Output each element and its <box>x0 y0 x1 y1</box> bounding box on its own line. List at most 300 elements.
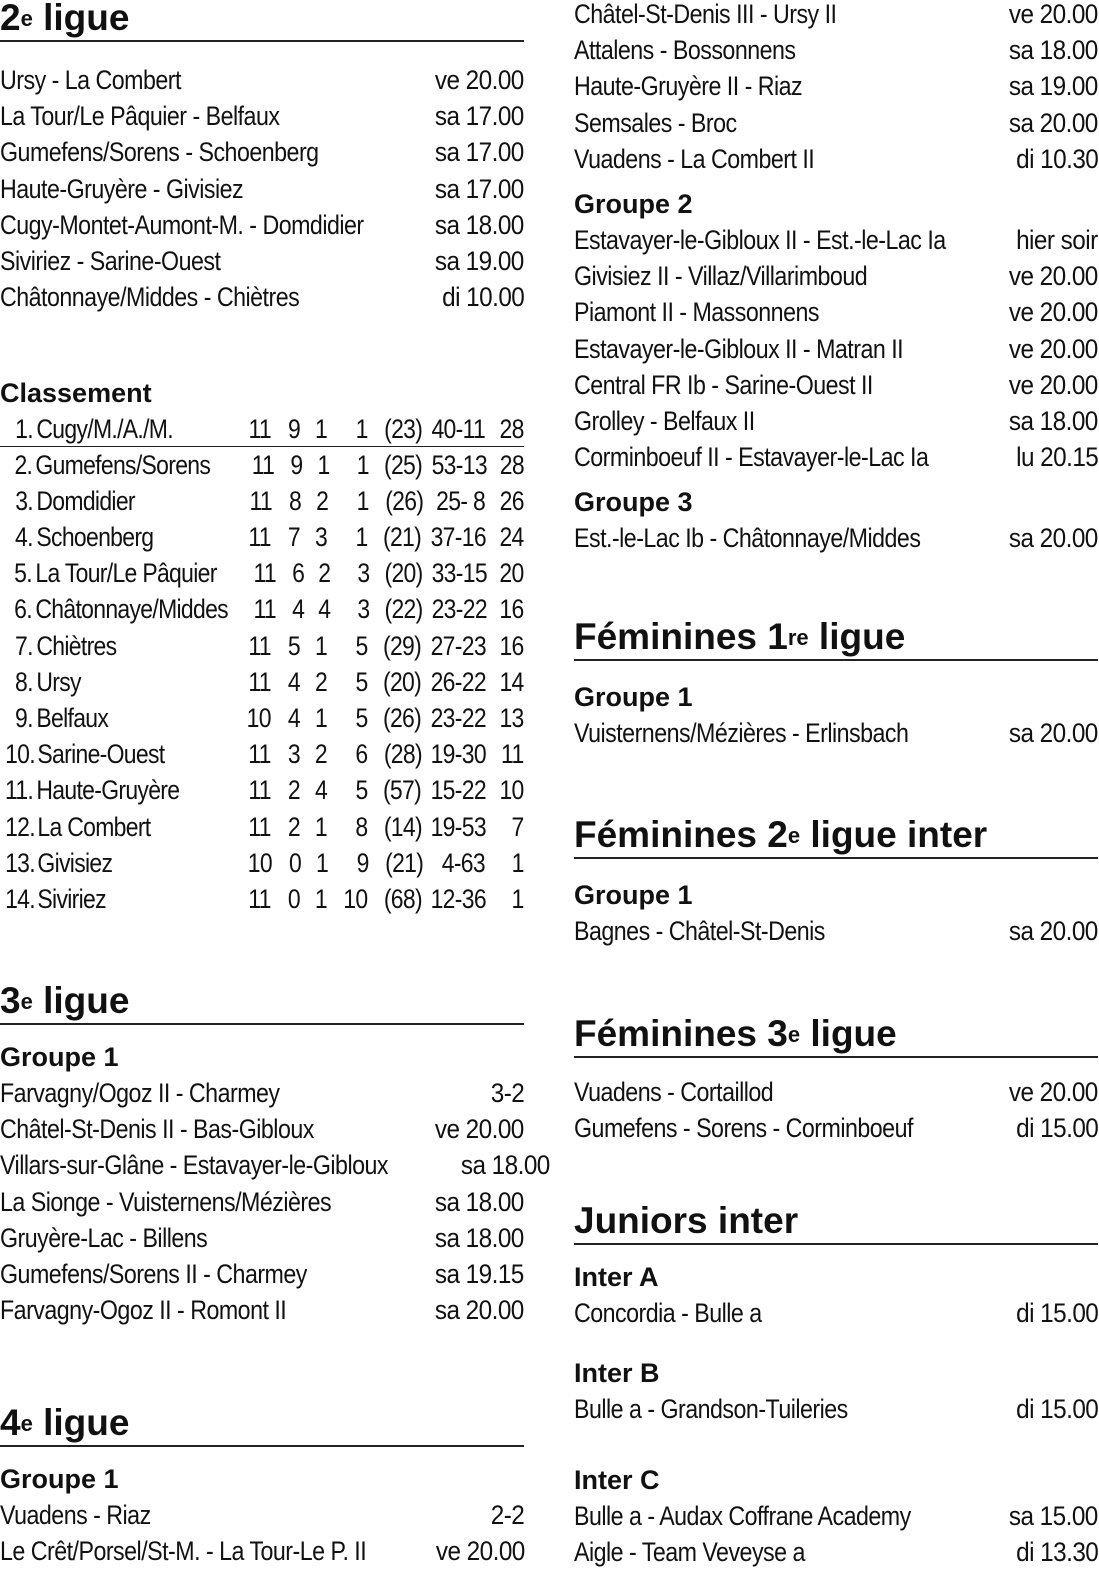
standings-row <box>0 483 524 519</box>
standings-goals: 23-22 <box>430 703 487 733</box>
standings-wins: 5 <box>287 630 300 661</box>
heading-rest: ligue <box>32 1402 130 1443</box>
heading-rule <box>574 1056 1098 1058</box>
standings-draws: 1 <box>314 811 328 842</box>
match-list-4e-ligue <box>0 1497 524 1569</box>
match-row <box>574 294 1098 330</box>
match-teams: Estavayer-le-Gibloux II - Matran II <box>574 333 904 364</box>
heading-rule <box>0 1023 524 1025</box>
match-teams: Bulle a - Grandson-Tuileries <box>574 1394 848 1424</box>
standings-points: 13 <box>499 703 524 733</box>
heading-sup: re <box>787 625 809 650</box>
match-teams: Le Crêt/Porsel/St-M. - La Tour-Le P. II <box>0 1536 367 1567</box>
standings-points: 7 <box>511 811 525 842</box>
heading-rest: ligue <box>32 0 130 38</box>
heading-main: Féminines 1 <box>574 616 788 657</box>
match-teams: Vuadens - Riaz <box>0 1500 151 1530</box>
standings-rank: 3. <box>15 485 33 516</box>
standings-row <box>0 700 524 736</box>
match-time: sa 17.00 <box>435 137 524 168</box>
standings-draws: 3 <box>314 522 327 553</box>
standings-title: Classement <box>0 378 152 408</box>
match-time: ve 20.00 <box>435 65 524 95</box>
standings-wins: 2 <box>287 775 300 806</box>
match-teams: Farvagny/Ogoz II - Charmey <box>0 1078 280 1108</box>
standings-points: 28 <box>499 414 525 444</box>
standings-losses: 1 <box>355 414 369 444</box>
standings-played: 11 <box>248 414 272 444</box>
match-time: ve 20.00 <box>1009 0 1098 29</box>
match-list-feminines-3 <box>574 1074 1098 1146</box>
standings-losses: 3 <box>357 558 370 589</box>
match-time: sa 18.00 <box>461 1150 550 1181</box>
match-time: ve 20.00 <box>435 1536 525 1567</box>
match-row <box>0 1497 524 1533</box>
heading-sup: e <box>20 989 33 1014</box>
match-teams: Siviriez - Sarine-Ouest <box>0 245 221 276</box>
match-row <box>0 1220 524 1256</box>
standings-played: 10 <box>246 703 271 733</box>
match-row <box>574 258 1098 294</box>
match-teams: Grolley - Belfaux II <box>574 405 755 436</box>
standings-penalty: (25) <box>383 449 423 480</box>
standings-penalty: (22) <box>384 594 423 625</box>
standings-rank: 8. <box>15 666 33 697</box>
heading-main: 4 <box>0 1402 21 1443</box>
match-list-group-3 <box>574 520 1098 556</box>
match-teams: Châtonnaye/Middes - Chiètres <box>0 282 300 313</box>
standings-rank: 12. <box>5 811 35 842</box>
heading-main: Féminines 2 <box>574 814 788 855</box>
match-row <box>0 1075 524 1111</box>
match-list-3e-ligue <box>0 1075 550 1328</box>
standings-rank: 5. <box>14 558 32 589</box>
match-row <box>574 222 1098 258</box>
standings-rank: 4. <box>15 522 33 553</box>
standings-team: La Tour/Le Pâquier <box>35 558 217 589</box>
group-title: Inter A <box>574 1262 659 1292</box>
match-time: ve 20.00 <box>1009 333 1098 364</box>
standings-wins: 8 <box>288 485 301 516</box>
standings-losses: 1 <box>356 485 369 516</box>
standings-penalty: (26) <box>383 703 422 733</box>
match-row <box>574 32 1098 68</box>
standings-row <box>0 736 524 772</box>
section-feminines-3e-ligue <box>574 1014 1098 1146</box>
standings-goals: 23-22 <box>432 594 488 625</box>
match-time: sa 17.00 <box>435 101 524 132</box>
match-row <box>0 1292 524 1328</box>
standings-played: 11 <box>248 811 272 842</box>
match-time: sa 17.00 <box>435 173 524 204</box>
heading-rule <box>574 659 1098 661</box>
section-heading <box>574 1201 1098 1241</box>
standings-row <box>0 845 524 881</box>
match-teams: Gumefens/Sorens - Schoenberg <box>0 137 319 168</box>
standings-draws: 4 <box>318 594 331 625</box>
heading-main: Juniors inter <box>574 1200 799 1241</box>
match-teams: Semsales - Broc <box>574 107 737 138</box>
standings <box>0 375 524 917</box>
match-row <box>0 98 524 134</box>
standings-penalty: (20) <box>384 558 423 589</box>
match-list-feminines-1 <box>574 715 1098 751</box>
standings-played: 11 <box>248 522 271 553</box>
standings-draws: 1 <box>314 703 327 733</box>
match-row <box>574 439 1098 475</box>
match-time: 3-2 <box>490 1078 524 1108</box>
section-heading <box>0 981 524 1021</box>
match-row <box>574 520 1098 556</box>
standings-losses: 6 <box>355 739 368 770</box>
section-heading <box>574 815 1098 855</box>
standings-table <box>0 411 524 917</box>
match-teams: Givisiez II - Villaz/Villarimboud <box>574 261 868 292</box>
heading-sup: e <box>20 6 33 31</box>
standings-played: 11 <box>251 449 275 480</box>
group-title: Inter B <box>574 1358 660 1388</box>
match-teams: Vuisternens/Mézières - Erlinsbach <box>574 718 909 748</box>
standings-rank: 11. <box>4 775 34 806</box>
match-teams: La Tour/Le Pâquier - Belfaux <box>0 101 280 132</box>
match-row <box>0 1184 524 1220</box>
standings-goals: 40-11 <box>431 414 486 444</box>
match-list-feminines-2 <box>574 913 1098 949</box>
standings-team: Gumefens/Sorens <box>35 449 211 480</box>
standings-wins: 4 <box>287 703 300 733</box>
group-title: Inter C <box>574 1465 660 1495</box>
standings-team: Cugy/M./A./M. <box>36 414 173 444</box>
match-row <box>574 913 1098 949</box>
match-time: sa 20.00 <box>435 1295 524 1326</box>
match-list-inter-a <box>574 1295 1098 1331</box>
standings-losses: 10 <box>343 883 368 914</box>
standings-losses: 3 <box>357 594 370 625</box>
match-time: sa 19.00 <box>435 245 524 276</box>
standings-penalty: (29) <box>383 630 422 661</box>
standings-penalty: (21) <box>383 522 422 553</box>
match-time: sa 20.00 <box>1009 718 1098 748</box>
standings-rank: 9. <box>15 703 33 733</box>
standings-played: 11 <box>248 883 272 914</box>
standings-penalty: (14) <box>383 811 422 842</box>
standings-played: 11 <box>248 666 271 697</box>
standings-row <box>0 809 524 845</box>
standings-wins: 9 <box>288 414 301 444</box>
match-row <box>0 1533 524 1569</box>
standings-team: Sarine-Ouest <box>37 739 165 770</box>
match-teams: Châtel-St-Denis III - Ursy II <box>574 0 837 29</box>
section-4e-ligue <box>0 1403 524 1569</box>
standings-goals: 25- 8 <box>436 485 486 516</box>
match-teams: Ursy - La Combert <box>0 65 181 95</box>
match-time: sa 20.00 <box>1009 916 1098 946</box>
standings-team: Givisiez <box>37 847 113 878</box>
match-row <box>574 331 1098 367</box>
standings-losses: 5 <box>355 703 368 733</box>
group-3 <box>574 484 1098 556</box>
match-teams: Haute-Gruyère - Givisiez <box>0 173 244 204</box>
heading-sup: e <box>787 823 801 848</box>
standings-losses: 8 <box>355 811 368 842</box>
heading-sup: e <box>787 1022 801 1047</box>
standings-wins: 7 <box>287 522 300 553</box>
match-teams: Piamont II - Massonnens <box>574 297 819 328</box>
standings-draws: 1 <box>317 449 330 480</box>
standings-team: Ursy <box>36 666 81 697</box>
match-time: sa 18.00 <box>1009 405 1098 436</box>
match-teams: La Sionge - Vuisternens/Mézières <box>0 1186 332 1217</box>
standings-goals: 37-16 <box>430 522 487 553</box>
heading-sup: e <box>20 1411 33 1436</box>
match-row <box>574 1534 1098 1570</box>
match-row <box>0 1111 524 1147</box>
standings-played: 11 <box>249 485 272 516</box>
section-feminines-2e-ligue-inter <box>574 815 1098 949</box>
standings-played: 11 <box>248 739 272 770</box>
match-time: sa 20.00 <box>1009 523 1098 553</box>
standings-goals: 26-22 <box>430 666 487 697</box>
standings-points: 26 <box>499 485 525 516</box>
match-row <box>0 171 524 207</box>
heading-main: 2 <box>0 0 21 38</box>
standings-row <box>0 591 524 627</box>
standings-draws: 4 <box>314 775 327 806</box>
standings-penalty: (20) <box>383 666 422 697</box>
match-teams: Attalens - Bossonnens <box>574 35 796 66</box>
match-list-inter-b <box>574 1391 1098 1427</box>
standings-row <box>0 519 524 555</box>
match-list-group-2 <box>574 222 1098 475</box>
match-teams: Aigle - Team Veveyse a <box>574 1537 805 1568</box>
heading-rest: ligue <box>808 616 906 657</box>
standings-played: 11 <box>248 775 271 806</box>
standings-losses: 5 <box>355 666 368 697</box>
match-row <box>574 68 1098 104</box>
standings-played: 11 <box>253 594 276 625</box>
standings-losses: 5 <box>355 630 368 661</box>
match-time: ve 20.00 <box>435 1114 524 1145</box>
match-time: di 15.00 <box>1015 1113 1098 1144</box>
standings-points: 1 <box>511 847 524 878</box>
match-time: sa 18.00 <box>435 209 524 240</box>
match-teams: Farvagny-Ogoz II - Romont II <box>0 1295 287 1326</box>
match-row <box>0 62 524 98</box>
match-row <box>574 715 1098 751</box>
section-feminines-1re-ligue <box>574 617 1098 751</box>
standings-row <box>0 772 524 808</box>
match-teams: Bagnes - Châtel-St-Denis <box>574 916 825 946</box>
group-inter-c <box>574 1462 1098 1570</box>
match-row <box>0 1147 550 1183</box>
standings-row <box>0 628 524 664</box>
match-teams: Central FR Ib - Sarine-Ouest II <box>574 369 873 400</box>
match-row <box>574 1110 1098 1146</box>
standings-rank: 13. <box>5 847 35 878</box>
match-time: di 15.00 <box>1015 1394 1098 1424</box>
standings-goals: 33-15 <box>432 558 488 589</box>
standings-played: 11 <box>253 558 276 589</box>
standings-points: 20 <box>499 558 524 589</box>
group-title: Groupe 1 <box>0 1464 119 1494</box>
standings-team: Châtonnaye/Middes <box>35 594 228 625</box>
standings-goals: 27-23 <box>430 630 487 661</box>
heading-rule <box>574 857 1098 859</box>
standings-draws: 2 <box>318 558 331 589</box>
standings-wins: 0 <box>289 847 302 878</box>
group-title: Groupe 1 <box>0 1042 119 1072</box>
match-time: sa 15.00 <box>1009 1501 1098 1531</box>
match-time: ve 20.00 <box>1009 1077 1098 1107</box>
standings-penalty: (68) <box>383 883 422 914</box>
match-list-inter-c <box>574 1498 1098 1570</box>
match-time: 2-2 <box>490 1500 524 1530</box>
match-teams: Gumefens - Sorens - Corminboeuf <box>574 1113 913 1144</box>
standings-team: Siviriez <box>37 883 106 914</box>
match-time: di 15.00 <box>1015 1298 1098 1328</box>
match-time: hier soir <box>1016 225 1098 255</box>
match-teams: Estavayer-le-Gibloux II - Est.-le-Lac Ia <box>574 225 946 255</box>
match-time: sa 18.00 <box>435 1186 524 1217</box>
standings-team: Haute-Gruyère <box>36 775 180 806</box>
match-time: ve 20.00 <box>1009 369 1098 400</box>
match-teams: Haute-Gruyère II - Riaz <box>574 71 803 102</box>
group-title: Groupe 3 <box>574 487 693 517</box>
standings-team: Schoenberg <box>36 522 154 553</box>
heading-rule <box>0 40 524 42</box>
match-time: lu 20.15 <box>1015 442 1098 473</box>
section-heading <box>574 617 1098 657</box>
standings-losses: 1 <box>355 522 368 553</box>
standings-penalty: (28) <box>383 739 422 770</box>
match-teams: Corminboeuf II - Estavayer-le-Lac Ia <box>574 442 929 473</box>
match-teams: Bulle a - Audax Coffrane Academy <box>574 1501 911 1531</box>
standings-row <box>0 555 524 591</box>
standings-row <box>0 411 524 447</box>
match-time: sa 19.00 <box>1009 71 1098 102</box>
match-teams: Vuadens - Cortaillod <box>574 1077 774 1107</box>
match-time: sa 20.00 <box>1009 107 1098 138</box>
standings-points: 28 <box>499 449 524 480</box>
standings-wins: 2 <box>287 811 301 842</box>
match-teams: Est.-le-Lac Ib - Châtonnaye/Middes <box>574 523 921 553</box>
heading-main: 3 <box>0 980 21 1021</box>
match-row <box>0 243 524 279</box>
standings-goals: 15-22 <box>430 775 487 806</box>
standings-penalty: (57) <box>383 775 422 806</box>
match-teams: Gumefens/Sorens II - Charmey <box>0 1258 307 1289</box>
standings-goals: 53-13 <box>431 449 487 480</box>
standings-wins: 0 <box>287 883 301 914</box>
heading-main: Féminines 3 <box>574 1013 788 1054</box>
section-juniors-inter <box>574 1201 1098 1331</box>
match-time: ve 20.00 <box>1009 261 1098 292</box>
standings-goals: 12-36 <box>431 883 487 914</box>
group-title: Groupe 1 <box>574 682 693 712</box>
section-heading <box>0 0 524 38</box>
match-teams: Gruyère-Lac - Billens <box>0 1222 208 1253</box>
match-row <box>574 105 1098 141</box>
match-row <box>0 1256 524 1292</box>
standings-draws: 1 <box>314 630 327 661</box>
standings-row <box>0 881 524 917</box>
heading-rule <box>0 1445 524 1447</box>
standings-draws: 1 <box>315 414 328 444</box>
match-row <box>574 141 1098 177</box>
standings-wins: 6 <box>291 558 305 589</box>
standings-rank: 1. <box>15 414 33 444</box>
group-2 <box>574 186 1098 475</box>
standings-points: 24 <box>499 522 524 553</box>
standings-row <box>0 447 524 483</box>
standings-draws: 2 <box>315 485 329 516</box>
standings-rank: 14. <box>5 883 35 914</box>
match-teams: Villars-sur-Glâne - Estavayer-le-Gibloux <box>0 1150 388 1181</box>
section-2e-ligue <box>0 0 524 42</box>
standings-draws: 2 <box>314 739 328 770</box>
match-row <box>574 403 1098 439</box>
standings-penalty: (23) <box>384 414 423 444</box>
match-row <box>574 367 1098 403</box>
standings-losses: 1 <box>356 449 369 480</box>
heading-rest: ligue <box>800 1013 897 1054</box>
match-row <box>574 1295 1098 1331</box>
standings-points: 1 <box>511 883 525 914</box>
match-teams: Concordia - Bulle a <box>574 1298 762 1328</box>
standings-draws: 1 <box>314 883 328 914</box>
standings-losses: 5 <box>355 775 368 806</box>
match-time: sa 18.00 <box>435 1222 524 1253</box>
standings-wins: 9 <box>290 449 303 480</box>
match-list-continued <box>574 0 1098 177</box>
standings-team: Domdidier <box>36 485 135 516</box>
standings-points: 16 <box>499 594 524 625</box>
standings-goals: 19-53 <box>431 811 487 842</box>
standings-team: Belfaux <box>36 703 109 733</box>
standings-rank: 6. <box>14 594 32 625</box>
standings-penalty: (26) <box>385 485 424 516</box>
standings-wins: 3 <box>287 739 301 770</box>
standings-losses: 9 <box>357 847 370 878</box>
standings-team: Chiètres <box>36 630 117 661</box>
match-list-2e-ligue <box>0 62 524 315</box>
heading-rest: ligue inter <box>800 814 988 855</box>
standings-wins: 4 <box>291 594 305 625</box>
standings-rank: 10. <box>5 739 35 770</box>
standings-rank: 2. <box>14 449 33 480</box>
standings-penalty: (21) <box>385 847 424 878</box>
standings-row <box>0 664 524 700</box>
section-3e-ligue <box>0 980 550 1328</box>
match-time: sa 18.00 <box>1009 35 1098 66</box>
heading-rule <box>574 1243 1098 1245</box>
standings-team: La Combert <box>37 811 151 842</box>
standings-points: 11 <box>501 739 525 770</box>
match-row <box>574 0 1098 32</box>
standings-points: 16 <box>499 630 524 661</box>
match-row <box>574 1391 1098 1427</box>
standings-points: 14 <box>499 666 524 697</box>
match-row <box>574 1074 1098 1110</box>
match-time: di 10.30 <box>1015 143 1098 174</box>
group-inter-b <box>574 1355 1098 1427</box>
group-title: Groupe 2 <box>574 189 693 219</box>
match-teams: Cugy-Montet-Aumont-M. - Domdidier <box>0 209 364 240</box>
section-heading <box>0 1403 524 1443</box>
match-row <box>0 279 524 315</box>
match-time: di 13.30 <box>1015 1537 1098 1568</box>
match-teams: Vuadens - La Combert II <box>574 143 815 174</box>
